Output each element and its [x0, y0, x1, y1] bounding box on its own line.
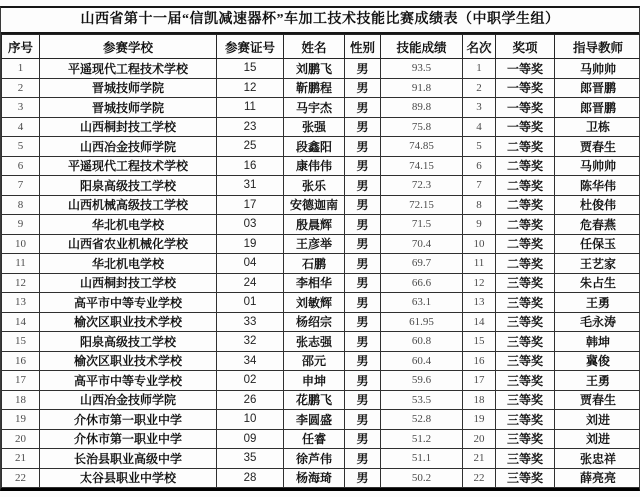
- cell-entry-no: 12: [217, 78, 284, 98]
- cell-award: 一等奖: [496, 98, 555, 118]
- cell-entry-no: 19: [217, 234, 284, 254]
- cell-school: 平遥现代工程技术学校: [40, 59, 217, 79]
- cell-award: 三等奖: [496, 371, 555, 391]
- cell-school: 高平市中等专业学校: [40, 293, 217, 313]
- cell-index: 8: [2, 195, 40, 215]
- table-row: [2, 59, 640, 79]
- cell-award: 三等奖: [496, 449, 555, 469]
- cell-name: 靳鹏程: [284, 78, 345, 98]
- table-row: [2, 78, 640, 98]
- cell-school: 华北机电学校: [40, 215, 217, 235]
- cell-entry-no: 24: [217, 273, 284, 293]
- cell-name: 花鹏飞: [284, 390, 345, 410]
- cell-award: 三等奖: [496, 332, 555, 352]
- cell-gender: 男: [345, 468, 381, 488]
- cell-rank: 5: [463, 137, 496, 157]
- cell-rank: 17: [463, 371, 496, 391]
- cell-school: 山西桐封技工学校: [40, 273, 217, 293]
- table-body: [2, 59, 640, 488]
- cell-entry-no: 09: [217, 429, 284, 449]
- cell-name: 王彦举: [284, 234, 345, 254]
- cell-entry-no: 35: [217, 449, 284, 469]
- table-row: [2, 410, 640, 430]
- table-row: [2, 195, 640, 215]
- cell-rank: 11: [463, 254, 496, 274]
- cell-teacher: 马帅帅: [555, 59, 640, 79]
- header-cell-entry-no: 参赛证号: [217, 35, 284, 59]
- table-row: [2, 390, 640, 410]
- cell-rank: 20: [463, 429, 496, 449]
- table-row: [2, 117, 640, 137]
- cell-teacher: 王勇: [555, 371, 640, 391]
- cell-name: 马宇杰: [284, 98, 345, 118]
- cell-name: 康伟伟: [284, 156, 345, 176]
- cell-teacher: 郎晋鹏: [555, 98, 640, 118]
- table-row: [2, 312, 640, 332]
- cell-teacher: 杜俊伟: [555, 195, 640, 215]
- table-row: [2, 429, 640, 449]
- cell-name: 申坤: [284, 371, 345, 391]
- cell-gender: 男: [345, 410, 381, 430]
- cell-index: 19: [2, 410, 40, 430]
- cell-score: 72.3: [381, 176, 463, 196]
- cell-score: 63.1: [381, 293, 463, 313]
- cell-gender: 男: [345, 293, 381, 313]
- cell-score: 89.8: [381, 98, 463, 118]
- cell-teacher: 冀俊: [555, 351, 640, 371]
- cell-index: 22: [2, 468, 40, 488]
- cell-teacher: 韩坤: [555, 332, 640, 352]
- cell-school: 山西冶金技师学院: [40, 137, 217, 157]
- cell-entry-no: 01: [217, 293, 284, 313]
- cell-gender: 男: [345, 273, 381, 293]
- cell-index: 21: [2, 449, 40, 469]
- header-cell-score: 技能成绩: [381, 35, 463, 59]
- cell-gender: 男: [345, 332, 381, 352]
- cell-entry-no: 02: [217, 371, 284, 391]
- cell-index: 15: [2, 332, 40, 352]
- cell-index: 1: [2, 59, 40, 79]
- cell-award: 三等奖: [496, 312, 555, 332]
- cell-award: 三等奖: [496, 273, 555, 293]
- cell-name: 张乐: [284, 176, 345, 196]
- cell-school: 山西桐封技工学校: [40, 117, 217, 137]
- cell-name: 段鑫阳: [284, 137, 345, 157]
- table-row: [2, 156, 640, 176]
- cell-score: 51.1: [381, 449, 463, 469]
- cell-score: 52.8: [381, 410, 463, 430]
- cell-gender: 男: [345, 78, 381, 98]
- cell-name: 杨绍宗: [284, 312, 345, 332]
- cell-gender: 男: [345, 156, 381, 176]
- cell-rank: 13: [463, 293, 496, 313]
- cell-rank: 19: [463, 410, 496, 430]
- cell-rank: 18: [463, 390, 496, 410]
- cell-gender: 男: [345, 234, 381, 254]
- cell-rank: 15: [463, 332, 496, 352]
- cell-score: 75.8: [381, 117, 463, 137]
- cell-entry-no: 33: [217, 312, 284, 332]
- results-table: [1, 34, 640, 488]
- cell-school: 晋城技师学院: [40, 78, 217, 98]
- cell-index: 18: [2, 390, 40, 410]
- cell-score: 71.5: [381, 215, 463, 235]
- cell-name: 刘敏辉: [284, 293, 345, 313]
- cell-rank: 8: [463, 195, 496, 215]
- table-row: [2, 293, 640, 313]
- cell-index: 10: [2, 234, 40, 254]
- cell-teacher: 刘进: [555, 410, 640, 430]
- cell-teacher: 朱占生: [555, 273, 640, 293]
- header-cell-gender: 性别: [345, 35, 381, 59]
- cell-score: 74.85: [381, 137, 463, 157]
- results-sheet: [0, 6, 640, 491]
- cell-index: 13: [2, 293, 40, 313]
- cell-entry-no: 25: [217, 137, 284, 157]
- cell-award: 三等奖: [496, 468, 555, 488]
- cell-award: 三等奖: [496, 293, 555, 313]
- cell-gender: 男: [345, 137, 381, 157]
- cell-score: 91.8: [381, 78, 463, 98]
- cell-score: 60.4: [381, 351, 463, 371]
- cell-award: 一等奖: [496, 59, 555, 79]
- cell-rank: 4: [463, 117, 496, 137]
- cell-entry-no: 26: [217, 390, 284, 410]
- cell-entry-no: 28: [217, 468, 284, 488]
- cell-index: 20: [2, 429, 40, 449]
- cell-index: 4: [2, 117, 40, 137]
- cell-gender: 男: [345, 449, 381, 469]
- cell-score: 74.15: [381, 156, 463, 176]
- cell-entry-no: 31: [217, 176, 284, 196]
- cell-rank: 21: [463, 449, 496, 469]
- cell-score: 66.6: [381, 273, 463, 293]
- cell-rank: 1: [463, 59, 496, 79]
- cell-school: 平遥现代工程技术学校: [40, 156, 217, 176]
- cell-score: 69.7: [381, 254, 463, 274]
- cell-gender: 男: [345, 98, 381, 118]
- cell-entry-no: 17: [217, 195, 284, 215]
- header-row: [2, 35, 640, 59]
- cell-gender: 男: [345, 176, 381, 196]
- cell-school: 介休市第一职业中学: [40, 429, 217, 449]
- cell-award: 三等奖: [496, 351, 555, 371]
- cell-teacher: 陈华伟: [555, 176, 640, 196]
- cell-award: 三等奖: [496, 390, 555, 410]
- cell-teacher: 任保玉: [555, 234, 640, 254]
- cell-name: 杨海琦: [284, 468, 345, 488]
- cell-index: 6: [2, 156, 40, 176]
- cell-award: 三等奖: [496, 410, 555, 430]
- table-row: [2, 449, 640, 469]
- cell-index: 3: [2, 98, 40, 118]
- cell-school: 晋城技师学院: [40, 98, 217, 118]
- cell-entry-no: 04: [217, 254, 284, 274]
- cell-teacher: 危春燕: [555, 215, 640, 235]
- cell-score: 50.2: [381, 468, 463, 488]
- cell-gender: 男: [345, 117, 381, 137]
- cell-entry-no: 23: [217, 117, 284, 137]
- cell-teacher: 毛永涛: [555, 312, 640, 332]
- cell-school: 华北机电学校: [40, 254, 217, 274]
- cell-school: 榆次区职业技术学校: [40, 351, 217, 371]
- cell-name: 石鹏: [284, 254, 345, 274]
- table-row: [2, 234, 640, 254]
- cell-rank: 3: [463, 98, 496, 118]
- header-cell-award: 奖项: [496, 35, 555, 59]
- cell-teacher: 张忠祥: [555, 449, 640, 469]
- cell-gender: 男: [345, 371, 381, 391]
- table-row: [2, 371, 640, 391]
- cell-name: 邵元: [284, 351, 345, 371]
- table-row: [2, 215, 640, 235]
- cell-name: 李圆盛: [284, 410, 345, 430]
- cell-award: 二等奖: [496, 195, 555, 215]
- table-row: [2, 254, 640, 274]
- cell-gender: 男: [345, 215, 381, 235]
- cell-teacher: 贾春生: [555, 137, 640, 157]
- cell-gender: 男: [345, 390, 381, 410]
- cell-name: 任睿: [284, 429, 345, 449]
- table-row: [2, 137, 640, 157]
- cell-teacher: 刘进: [555, 429, 640, 449]
- cell-award: 三等奖: [496, 429, 555, 449]
- cell-award: 二等奖: [496, 234, 555, 254]
- cell-award: 二等奖: [496, 215, 555, 235]
- cell-gender: 男: [345, 429, 381, 449]
- cell-school: 阳泉高级技工学校: [40, 332, 217, 352]
- cell-school: 太谷县职业中学校: [40, 468, 217, 488]
- cell-rank: 7: [463, 176, 496, 196]
- cell-award: 二等奖: [496, 156, 555, 176]
- cell-school: 阳泉高级技工学校: [40, 176, 217, 196]
- cell-index: 12: [2, 273, 40, 293]
- cell-name: 安德迦南: [284, 195, 345, 215]
- header-cell-rank: 名次: [463, 35, 496, 59]
- cell-index: 17: [2, 371, 40, 391]
- table-row: [2, 351, 640, 371]
- cell-name: 刘鹏飞: [284, 59, 345, 79]
- cell-entry-no: 03: [217, 215, 284, 235]
- cell-index: 11: [2, 254, 40, 274]
- cell-score: 93.5: [381, 59, 463, 79]
- cell-rank: 14: [463, 312, 496, 332]
- table-row: [2, 468, 640, 488]
- cell-teacher: 马帅帅: [555, 156, 640, 176]
- cell-teacher: 卫栋: [555, 117, 640, 137]
- table-row: [2, 273, 640, 293]
- cell-teacher: 贾春生: [555, 390, 640, 410]
- cell-school: 榆次区职业技术学校: [40, 312, 217, 332]
- cell-entry-no: 16: [217, 156, 284, 176]
- cell-rank: 2: [463, 78, 496, 98]
- cell-rank: 6: [463, 156, 496, 176]
- cell-award: 一等奖: [496, 117, 555, 137]
- header-cell-name: 姓名: [284, 35, 345, 59]
- header-cell-teacher: 指导教师: [555, 35, 640, 59]
- cell-teacher: 王艺家: [555, 254, 640, 274]
- cell-entry-no: 15: [217, 59, 284, 79]
- page-title: 山西省第十一届“信凯减速器杯”车加工技术技能比赛成绩表（中职学生组）: [1, 8, 639, 34]
- cell-score: 60.8: [381, 332, 463, 352]
- cell-school: 山西省农业机械化学校: [40, 234, 217, 254]
- cell-entry-no: 34: [217, 351, 284, 371]
- cell-rank: 16: [463, 351, 496, 371]
- cell-school: 介休市第一职业中学: [40, 410, 217, 430]
- cell-school: 山西冶金技师学院: [40, 390, 217, 410]
- cell-teacher: 郎晋鹏: [555, 78, 640, 98]
- table-row: [2, 176, 640, 196]
- cell-name: 张强: [284, 117, 345, 137]
- cell-gender: 男: [345, 195, 381, 215]
- header-cell-index: 序号: [2, 35, 40, 59]
- cell-gender: 男: [345, 254, 381, 274]
- cell-score: 72.15: [381, 195, 463, 215]
- cell-entry-no: 11: [217, 98, 284, 118]
- cell-gender: 男: [345, 312, 381, 332]
- cell-score: 53.5: [381, 390, 463, 410]
- cell-score: 61.95: [381, 312, 463, 332]
- cell-school: 高平市中等专业学校: [40, 371, 217, 391]
- header-cell-school: 参赛学校: [40, 35, 217, 59]
- cell-school: 长治县职业高级中学: [40, 449, 217, 469]
- cell-index: 7: [2, 176, 40, 196]
- cell-award: 二等奖: [496, 254, 555, 274]
- cell-entry-no: 32: [217, 332, 284, 352]
- cell-index: 14: [2, 312, 40, 332]
- cell-name: 张志强: [284, 332, 345, 352]
- cell-name: 殷晨辉: [284, 215, 345, 235]
- cell-award: 二等奖: [496, 176, 555, 196]
- cell-school: 山西机械高级技工学校: [40, 195, 217, 215]
- cell-name: 徐芦伟: [284, 449, 345, 469]
- cell-gender: 男: [345, 351, 381, 371]
- cell-teacher: 薛亮亮: [555, 468, 640, 488]
- cell-score: 70.4: [381, 234, 463, 254]
- cell-rank: 10: [463, 234, 496, 254]
- cell-name: 李相华: [284, 273, 345, 293]
- table-row: [2, 98, 640, 118]
- cell-rank: 12: [463, 273, 496, 293]
- cell-award: 二等奖: [496, 137, 555, 157]
- cell-index: 16: [2, 351, 40, 371]
- cell-index: 9: [2, 215, 40, 235]
- cell-index: 5: [2, 137, 40, 157]
- cell-entry-no: 10: [217, 410, 284, 430]
- cell-rank: 9: [463, 215, 496, 235]
- cell-score: 51.2: [381, 429, 463, 449]
- cell-rank: 22: [463, 468, 496, 488]
- cell-gender: 男: [345, 59, 381, 79]
- cell-score: 59.6: [381, 371, 463, 391]
- cell-teacher: 王勇: [555, 293, 640, 313]
- cell-award: 一等奖: [496, 78, 555, 98]
- table-row: [2, 332, 640, 352]
- cell-index: 2: [2, 78, 40, 98]
